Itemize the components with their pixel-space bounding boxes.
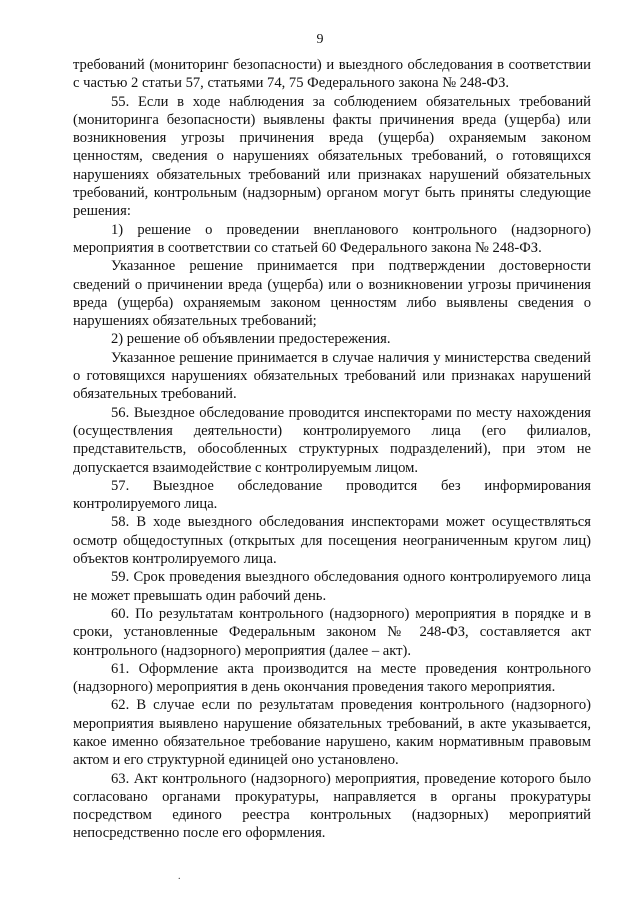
page-number: 9: [316, 32, 324, 47]
paragraph-62: 62. В случае если по результатам проведения контрольного (надзорного) мероприятия выявлено нарушение обязательных требований, в акте указывается, какое именно обязательное требование нарушено, каким нормативным правовым актом и его структурной единицей оно установлено.: [73, 697, 591, 769]
paragraph-57: 57. Выездное обследование проводится без информирования контролируемого лица.: [73, 477, 591, 513]
document-body: [73, 56, 591, 843]
paragraph-55-item-2: 2) решение об объявлении предостережения.: [111, 331, 391, 348]
paragraph-continuation: требований (мониторинг безопасности) и выездного обследования в соответствии с частью 2 статьи 57, статьями 74, 75 Федерального закона № 248-ФЗ.: [73, 57, 591, 92]
paragraph-55-item-1: 1) решение о проведении внепланового контрольного (надзорного) мероприятия в соответствии со статьей 60 Федерального закона № 248-ФЗ.: [73, 221, 591, 256]
paragraph-55-item-1-note: Указанное решение принимается при подтверждении достоверности сведений о причинении вреда (ущерба) или о возникновении угрозы причинения вреда (ущерба) охраняемым законом ценностям либо выявлены сведения о нарушениях обязательных требований;: [73, 258, 591, 330]
scan-dot-mark: .: [178, 871, 181, 882]
paragraph-55: 55. Если в ходе наблюдения за соблюдением обязательных требований (мониторинга безопасности) выявлены факты причинения вреда (ущерба) или возникновения угрозы причинения вреда (ущерба) охраняемым законом ценностям, сведения о нарушениях обязательных требований, о готовящихся нарушениях обязательных требований или признаках нарушений обязательных требований, контрольным (надзорным) органом могут быть приняты следующие решения:: [73, 93, 591, 220]
paragraph-61: 61. Оформление акта производится на месте проведения контрольного (надзорного) мероприятия в день окончания проведения такого мероприятия.: [73, 660, 591, 696]
paragraph-59: 59. Срок проведения выездного обследования одного контролируемого лица не может превышать один рабочий день.: [73, 569, 591, 604]
paragraph-60: 60. По результатам контрольного (надзорного) мероприятия в порядке и в сроки, установленные Федеральным законом № 248-ФЗ, составляется акт контрольного (надзорного) мероприятия (далее – акт).: [73, 605, 591, 659]
paragraph-55-item-2-note: Указанное решение принимается в случае наличия у министерства сведений о готовящихся нарушениях обязательных требований или признаках нарушений обязательных требований.: [73, 349, 591, 403]
paragraph-63: 63. Акт контрольного (надзорного) мероприятия, проведение которого было согласовано органами прокуратуры, направляется в органы прокуратуры посредством единого реестра контрольных (надзорных) мероприятий непосредственно после его оформления.: [73, 770, 591, 842]
paragraph-58: 58. В ходе выездного обследования инспекторами может осуществляться осмотр общедоступных (открытых для посещения неограниченным кругом лиц) объектов контролируемого лица.: [73, 514, 591, 568]
paragraph-56: 56. Выездное обследование проводится инспекторами по месту нахождения (осуществления деятельности) контролируемого лица (его филиалов, представительств, обособленных структурных подразделений), при этом не допускается взаимодействие с контролируемым лицом.: [73, 404, 591, 476]
